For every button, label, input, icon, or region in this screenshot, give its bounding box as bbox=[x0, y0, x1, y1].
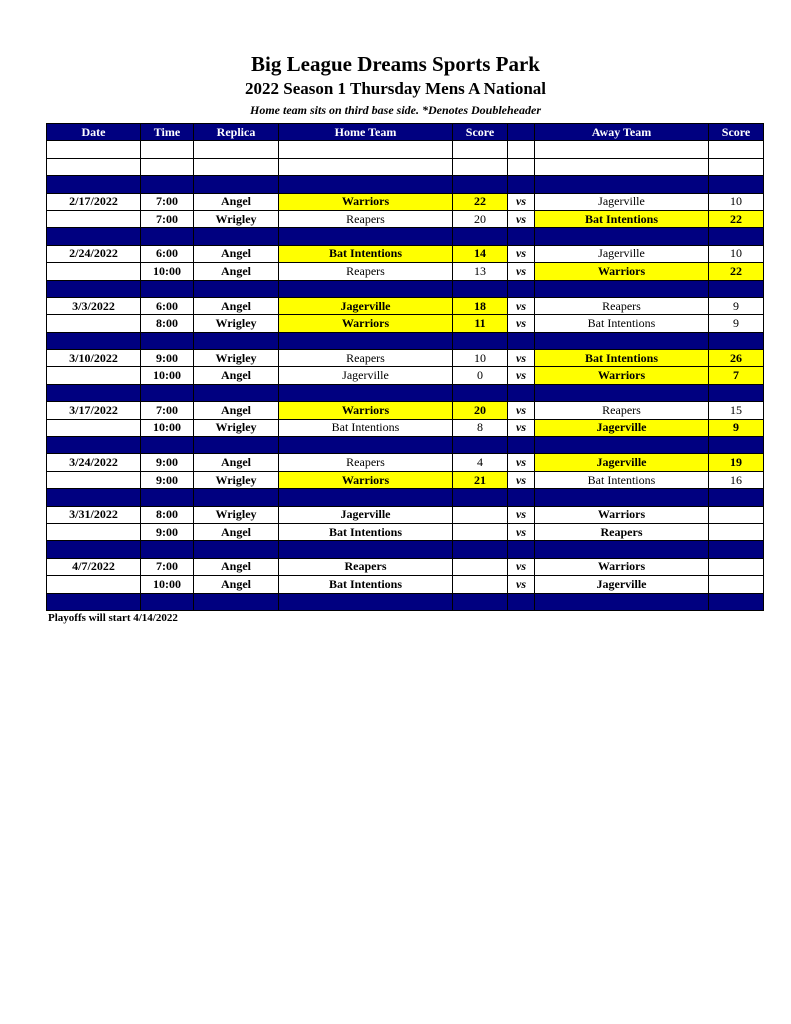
separator-cell bbox=[709, 489, 764, 506]
time-cell: 9:00 bbox=[141, 350, 194, 367]
away-team-cell: Bat Intentions bbox=[535, 471, 709, 488]
date-cell bbox=[47, 210, 141, 227]
away-team-cell: Jagerville bbox=[535, 419, 709, 436]
game-row bbox=[47, 402, 764, 419]
separator-cell bbox=[194, 176, 279, 193]
home-team-cell: Jagerville bbox=[279, 367, 453, 384]
away-score-cell: 16 bbox=[709, 471, 764, 488]
time-cell: 7:00 bbox=[141, 210, 194, 227]
game-row bbox=[47, 558, 764, 575]
vs-cell: vs bbox=[508, 471, 535, 488]
week-separator bbox=[47, 489, 764, 506]
date-cell: 2/24/2022 bbox=[47, 245, 141, 262]
home-score-cell: 4 bbox=[453, 454, 508, 471]
separator-cell bbox=[709, 280, 764, 297]
home-score-cell: 20 bbox=[453, 210, 508, 227]
schedule-body bbox=[47, 141, 764, 611]
away-team-cell: Reapers bbox=[535, 523, 709, 540]
separator-cell bbox=[279, 228, 453, 245]
vs-cell: vs bbox=[508, 263, 535, 280]
separator-cell bbox=[141, 541, 194, 558]
home-team-cell: Bat Intentions bbox=[279, 523, 453, 540]
date-cell bbox=[47, 263, 141, 280]
game-row bbox=[47, 419, 764, 436]
away-team-cell: Jagerville bbox=[535, 454, 709, 471]
field-cell: Wrigley bbox=[194, 506, 279, 523]
separator-cell bbox=[709, 228, 764, 245]
separator-cell bbox=[453, 593, 508, 610]
separator-cell bbox=[535, 280, 709, 297]
home-score-cell: 14 bbox=[453, 245, 508, 262]
separator-cell bbox=[508, 489, 535, 506]
separator-cell bbox=[508, 541, 535, 558]
time-cell: 9:00 bbox=[141, 454, 194, 471]
separator-cell bbox=[47, 593, 141, 610]
home-team-cell: Warriors bbox=[279, 471, 453, 488]
separator-cell bbox=[47, 489, 141, 506]
week-separator bbox=[47, 228, 764, 245]
game-row bbox=[47, 454, 764, 471]
time-cell: 6:00 bbox=[141, 245, 194, 262]
separator-cell bbox=[141, 384, 194, 401]
game-row bbox=[47, 245, 764, 262]
home-score-cell: 21 bbox=[453, 471, 508, 488]
field-cell: Wrigley bbox=[194, 471, 279, 488]
home-team-cell: Warriors bbox=[279, 315, 453, 332]
game-row bbox=[47, 471, 764, 488]
away-team-cell: Jagerville bbox=[535, 576, 709, 593]
field-cell: Angel bbox=[194, 558, 279, 575]
field-cell: Wrigley bbox=[194, 315, 279, 332]
away-score-cell: 9 bbox=[709, 297, 764, 314]
game-row bbox=[47, 315, 764, 332]
separator-cell bbox=[709, 332, 764, 349]
schedule-table bbox=[46, 123, 764, 611]
page-note: Home team sits on third base side. *Denotes Doubleheader bbox=[250, 103, 541, 117]
col-header-home-team: Home Team bbox=[279, 124, 453, 141]
separator-cell bbox=[453, 489, 508, 506]
page-title: Big League Dreams Sports Park bbox=[251, 52, 540, 76]
date-cell: 4/7/2022 bbox=[47, 558, 141, 575]
field-cell: Angel bbox=[194, 576, 279, 593]
vs-cell: vs bbox=[508, 315, 535, 332]
field-cell: Angel bbox=[194, 454, 279, 471]
week-separator bbox=[47, 176, 764, 193]
away-score-cell bbox=[709, 523, 764, 540]
home-team-cell: Jagerville bbox=[279, 297, 453, 314]
game-row bbox=[47, 210, 764, 227]
separator-cell bbox=[47, 437, 141, 454]
date-cell bbox=[47, 367, 141, 384]
time-cell: 10:00 bbox=[141, 419, 194, 436]
home-score-cell bbox=[453, 576, 508, 593]
home-score-cell: 22 bbox=[453, 193, 508, 210]
away-score-cell: 26 bbox=[709, 350, 764, 367]
playoffs-note: Playoffs will start 4/14/2022 bbox=[48, 612, 178, 624]
home-team-cell: Warriors bbox=[279, 193, 453, 210]
separator-cell bbox=[194, 593, 279, 610]
separator-cell bbox=[453, 228, 508, 245]
week-separator bbox=[47, 280, 764, 297]
away-team-cell: Warriors bbox=[535, 367, 709, 384]
game-row bbox=[47, 193, 764, 210]
col-header-replica: Replica bbox=[194, 124, 279, 141]
field-cell: Angel bbox=[194, 523, 279, 540]
date-cell: 3/3/2022 bbox=[47, 297, 141, 314]
separator-cell bbox=[508, 176, 535, 193]
field-cell: Angel bbox=[194, 263, 279, 280]
time-cell: 8:00 bbox=[141, 315, 194, 332]
away-team-cell: Bat Intentions bbox=[535, 350, 709, 367]
vs-cell: vs bbox=[508, 193, 535, 210]
away-score-cell bbox=[709, 506, 764, 523]
date-cell: 3/10/2022 bbox=[47, 350, 141, 367]
blank-row bbox=[47, 158, 764, 175]
col-header-vs bbox=[508, 124, 535, 141]
date-cell bbox=[47, 471, 141, 488]
separator-cell bbox=[194, 280, 279, 297]
separator-cell bbox=[194, 437, 279, 454]
separator-cell bbox=[141, 593, 194, 610]
home-team-cell: Jagerville bbox=[279, 506, 453, 523]
vs-cell: vs bbox=[508, 210, 535, 227]
week-separator bbox=[47, 593, 764, 610]
date-cell bbox=[47, 576, 141, 593]
separator-cell bbox=[279, 541, 453, 558]
separator-cell bbox=[194, 228, 279, 245]
separator-cell bbox=[141, 437, 194, 454]
separator-cell bbox=[141, 489, 194, 506]
game-row bbox=[47, 297, 764, 314]
separator-cell bbox=[453, 541, 508, 558]
separator-cell bbox=[535, 437, 709, 454]
col-header-away-score: Score bbox=[709, 124, 764, 141]
away-score-cell bbox=[709, 576, 764, 593]
game-row bbox=[47, 576, 764, 593]
week-separator bbox=[47, 332, 764, 349]
separator-cell bbox=[535, 593, 709, 610]
week-separator bbox=[47, 437, 764, 454]
home-score-cell: 8 bbox=[453, 419, 508, 436]
home-score-cell bbox=[453, 506, 508, 523]
date-cell bbox=[47, 315, 141, 332]
separator-cell bbox=[279, 437, 453, 454]
separator-cell bbox=[194, 384, 279, 401]
away-score-cell: 7 bbox=[709, 367, 764, 384]
away-score-cell: 19 bbox=[709, 454, 764, 471]
separator-cell bbox=[279, 176, 453, 193]
time-cell: 7:00 bbox=[141, 402, 194, 419]
separator-cell bbox=[279, 593, 453, 610]
away-team-cell: Warriors bbox=[535, 506, 709, 523]
separator-cell bbox=[141, 228, 194, 245]
date-cell: 3/31/2022 bbox=[47, 506, 141, 523]
date-cell bbox=[47, 419, 141, 436]
away-score-cell: 9 bbox=[709, 419, 764, 436]
col-header-date: Date bbox=[47, 124, 141, 141]
away-score-cell: 22 bbox=[709, 263, 764, 280]
game-row bbox=[47, 350, 764, 367]
separator-cell bbox=[453, 176, 508, 193]
home-team-cell: Bat Intentions bbox=[279, 245, 453, 262]
separator-cell bbox=[535, 176, 709, 193]
date-cell: 2/17/2022 bbox=[47, 193, 141, 210]
separator-cell bbox=[709, 437, 764, 454]
home-score-cell: 13 bbox=[453, 263, 508, 280]
separator-cell bbox=[47, 280, 141, 297]
field-cell: Angel bbox=[194, 193, 279, 210]
separator-cell bbox=[508, 384, 535, 401]
week-separator bbox=[47, 541, 764, 558]
date-cell bbox=[47, 523, 141, 540]
separator-cell bbox=[535, 228, 709, 245]
time-cell: 6:00 bbox=[141, 297, 194, 314]
away-team-cell: Jagerville bbox=[535, 245, 709, 262]
separator-cell bbox=[47, 332, 141, 349]
separator-cell bbox=[535, 384, 709, 401]
vs-cell: vs bbox=[508, 454, 535, 471]
vs-cell: vs bbox=[508, 576, 535, 593]
home-score-cell: 11 bbox=[453, 315, 508, 332]
game-row bbox=[47, 523, 764, 540]
vs-cell: vs bbox=[508, 419, 535, 436]
home-score-cell: 0 bbox=[453, 367, 508, 384]
col-header-home-score: Score bbox=[453, 124, 508, 141]
away-score-cell: 9 bbox=[709, 315, 764, 332]
separator-cell bbox=[508, 593, 535, 610]
separator-cell bbox=[279, 280, 453, 297]
separator-cell bbox=[508, 280, 535, 297]
game-row bbox=[47, 263, 764, 280]
home-score-cell: 18 bbox=[453, 297, 508, 314]
away-team-cell: Bat Intentions bbox=[535, 210, 709, 227]
separator-cell bbox=[453, 384, 508, 401]
col-header-time: Time bbox=[141, 124, 194, 141]
separator-cell bbox=[709, 593, 764, 610]
date-cell: 3/24/2022 bbox=[47, 454, 141, 471]
separator-cell bbox=[47, 176, 141, 193]
separator-cell bbox=[709, 176, 764, 193]
time-cell: 9:00 bbox=[141, 523, 194, 540]
separator-cell bbox=[47, 384, 141, 401]
separator-cell bbox=[535, 541, 709, 558]
away-score-cell bbox=[709, 558, 764, 575]
field-cell: Angel bbox=[194, 402, 279, 419]
separator-cell bbox=[453, 280, 508, 297]
separator-cell bbox=[47, 228, 141, 245]
away-team-cell: Jagerville bbox=[535, 193, 709, 210]
separator-cell bbox=[279, 489, 453, 506]
time-cell: 10:00 bbox=[141, 263, 194, 280]
home-team-cell: Bat Intentions bbox=[279, 576, 453, 593]
away-team-cell: Bat Intentions bbox=[535, 315, 709, 332]
date-cell: 3/17/2022 bbox=[47, 402, 141, 419]
blank-row bbox=[47, 141, 764, 158]
vs-cell: vs bbox=[508, 367, 535, 384]
field-cell: Wrigley bbox=[194, 350, 279, 367]
time-cell: 9:00 bbox=[141, 471, 194, 488]
field-cell: Angel bbox=[194, 367, 279, 384]
header-row bbox=[47, 124, 764, 141]
vs-cell: vs bbox=[508, 245, 535, 262]
away-score-cell: 10 bbox=[709, 193, 764, 210]
vs-cell: vs bbox=[508, 506, 535, 523]
separator-cell bbox=[194, 332, 279, 349]
away-team-cell: Reapers bbox=[535, 402, 709, 419]
vs-cell: vs bbox=[508, 558, 535, 575]
separator-cell bbox=[47, 541, 141, 558]
separator-cell bbox=[535, 332, 709, 349]
separator-cell bbox=[508, 437, 535, 454]
separator-cell bbox=[141, 332, 194, 349]
page-subtitle: 2022 Season 1 Thursday Mens A National bbox=[244, 79, 547, 98]
separator-cell bbox=[709, 384, 764, 401]
home-team-cell: Reapers bbox=[279, 350, 453, 367]
home-team-cell: Reapers bbox=[279, 558, 453, 575]
separator-cell bbox=[453, 437, 508, 454]
home-team-cell: Reapers bbox=[279, 454, 453, 471]
home-team-cell: Bat Intentions bbox=[279, 419, 453, 436]
separator-cell bbox=[194, 489, 279, 506]
field-cell: Angel bbox=[194, 297, 279, 314]
vs-cell: vs bbox=[508, 350, 535, 367]
separator-cell bbox=[141, 280, 194, 297]
time-cell: 7:00 bbox=[141, 558, 194, 575]
separator-cell bbox=[709, 541, 764, 558]
home-team-cell: Reapers bbox=[279, 210, 453, 227]
separator-cell bbox=[508, 332, 535, 349]
separator-cell bbox=[508, 228, 535, 245]
separator-cell bbox=[535, 489, 709, 506]
vs-cell: vs bbox=[508, 402, 535, 419]
vs-cell: vs bbox=[508, 297, 535, 314]
home-team-cell: Warriors bbox=[279, 402, 453, 419]
separator-cell bbox=[279, 384, 453, 401]
away-score-cell: 10 bbox=[709, 245, 764, 262]
week-separator bbox=[47, 384, 764, 401]
field-cell: Angel bbox=[194, 245, 279, 262]
away-score-cell: 15 bbox=[709, 402, 764, 419]
home-score-cell: 20 bbox=[453, 402, 508, 419]
separator-cell bbox=[453, 332, 508, 349]
time-cell: 10:00 bbox=[141, 367, 194, 384]
time-cell: 7:00 bbox=[141, 193, 194, 210]
away-team-cell: Warriors bbox=[535, 558, 709, 575]
field-cell: Wrigley bbox=[194, 419, 279, 436]
away-team-cell: Reapers bbox=[535, 297, 709, 314]
game-row bbox=[47, 506, 764, 523]
away-team-cell: Warriors bbox=[535, 263, 709, 280]
home-score-cell bbox=[453, 558, 508, 575]
separator-cell bbox=[141, 176, 194, 193]
home-team-cell: Reapers bbox=[279, 263, 453, 280]
home-score-cell: 10 bbox=[453, 350, 508, 367]
vs-cell: vs bbox=[508, 523, 535, 540]
home-score-cell bbox=[453, 523, 508, 540]
separator-cell bbox=[279, 332, 453, 349]
game-row bbox=[47, 367, 764, 384]
separator-cell bbox=[194, 541, 279, 558]
away-score-cell: 22 bbox=[709, 210, 764, 227]
col-header-away-team: Away Team bbox=[535, 124, 709, 141]
time-cell: 8:00 bbox=[141, 506, 194, 523]
field-cell: Wrigley bbox=[194, 210, 279, 227]
time-cell: 10:00 bbox=[141, 576, 194, 593]
